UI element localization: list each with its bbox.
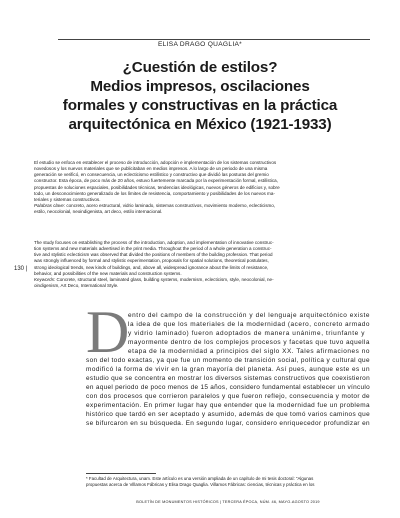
body-line: mayormente dentro de los complejos procesos y facetas que tuvo aquella [128, 339, 370, 346]
body-line: la idea de que los materiales de la modernidad (acero, concreto armado [128, 321, 371, 328]
footnote [86, 476, 370, 488]
keywords-line: estilo, neocolonial, neoindigenista, art deco, estilo internacional. [34, 209, 163, 215]
abstract-line: The study focuses on establishing the process of the introduction, adoption, and implementation of innovative construc- [34, 240, 274, 245]
abstract-line: behavior, and possibilities of the new materials and construction systems. [34, 270, 182, 276]
body-line: experimentación. En primer lugar hay que entender que la modernidad fue un problema [86, 402, 371, 409]
body-line: modificó la forma de vivir en la gran mayoría del planeta. Así pues, aunque este es un [86, 366, 370, 373]
page-number: 130 | [14, 266, 28, 272]
title-line: Medios impresos, oscilaciones [90, 78, 310, 95]
abstract-line: El estudio se enfoca en establecer el proceso de introducción, adopción e implementación de los sistemas constructivos [34, 160, 277, 165]
abstract-line: constructor. Esta época, de poco más de 20 años, estuvo fuertemente marcada por la experimentación formal, estilística, [34, 178, 278, 184]
body-line: entro del campo de la construcción y del lenguaje arquitectónico existe [128, 312, 371, 319]
keywords-line: oindigenism, Art Deco, International Style. [34, 283, 119, 289]
body-line: estudio que se concentra en mostrar los diversos sistemas constructivos que coexistieron [86, 375, 370, 382]
running-footer: BOLETÍN DE MONUMENTOS HISTÓRICOS | TERCERA ÉPOCA, NÚM. 46, MAYO-AGOSTO 2019 [136, 500, 320, 504]
body-line: etapa de la modernidad a principios del siglo XX. Tales afirmaciones no [128, 348, 370, 355]
abstract-line: tion systems and new materials advertised in the print media. Throughout the period of a whole generation a construc- [34, 246, 272, 252]
title-line: formales y constructivas en la práctica [62, 97, 338, 114]
abstract-line: todo, un desconocimiento generalizado de los límites de resistencia, comportamiento y posibilidades de los nuevos ma- [34, 190, 275, 196]
title-line: ¿Cuestión de estilos? [122, 59, 278, 76]
body-line: histórico que tardó en ser aceptado y asumido, además de que tomó varios caminos que [86, 411, 371, 418]
keywords-text: Concrete, structural steel, laminated glass, building systems, modernism, eclecticism, style, neocolonial, ne- [56, 276, 274, 282]
abstract-line: novedosos y los nuevos materiales que se publicitaban en medios impresos. A lo largo de un periodo de una misma [34, 166, 268, 172]
body-line: se bifurcaron en su búsqueda. En segundo lugar, considero enriquecedor profundizar en [86, 420, 371, 427]
body-line: con dos procesos que corrieron paralelos y que fueron reflejo, consecuencia y motor de [86, 393, 371, 400]
title-line: arquitectónica en México (1921-1933) [68, 116, 332, 133]
abstract-line: generación se verificó, en consecuencia, un eclecticismo estilístico y constructivo que dividió las posturas del gremio [34, 172, 269, 178]
article-title [44, 58, 356, 134]
abstract-line: propuestas de soluciones espaciales, posibilidades técnicas, tendencias ideológicas, nuevos géneros de edificios y, sobre [34, 184, 280, 190]
author-name: ELISA DRAGO QUAGLIA* [157, 41, 243, 48]
abstract-line: was strongly influenced by formal and stylistic experimentation, proposals for spatial solutions, theoretical postulates, [34, 258, 269, 264]
footnote-line: propuestas acerca de Villamos Fábricas y Elisa Drago Quaglia. Villamos Fábricas: ciencias, técnicas y práctica en los [86, 482, 315, 487]
abstract-line: strong ideological trends, new kinds of buildings, and, above all, widespread ignorance about the limits of resistance, [34, 264, 269, 270]
footnote-rule [86, 473, 156, 474]
page-number-text: 130 [14, 266, 25, 272]
keywords-label: Palabras clave: [34, 203, 66, 209]
footnote-line: * Facultad de Arquitectura, unam. Este artículo es una versión ampliada de un capítulo de mi tesis doctoral: "Algunas [86, 476, 314, 481]
drop-cap: D [86, 299, 130, 365]
abstract-spanish [34, 160, 366, 215]
abstract-english [34, 240, 366, 289]
header-rule [58, 39, 370, 40]
abstract-line: teriales y sistemas constructivos. [34, 196, 101, 202]
abstract-line: tive and stylistic eclecticism was observed that divided the positions of members of the building profession. That period [34, 252, 273, 258]
keywords-label: Keywords: [34, 276, 56, 282]
body-line: en aquel periodo de poco menos de 15 años, considero fundamental establecer un vínculo [86, 384, 370, 391]
body-line: y vidrio laminado) fueron adoptados de manera unánime, triunfante y [128, 330, 366, 337]
body-line: son del todo exactas, ya que fue un momento de transición social, política y cultural que [86, 357, 370, 364]
keywords-text: concreto, acero estructural, vidrio laminado, sistemas constructivos, movimiento moderno, eclecticismo, [66, 203, 276, 209]
